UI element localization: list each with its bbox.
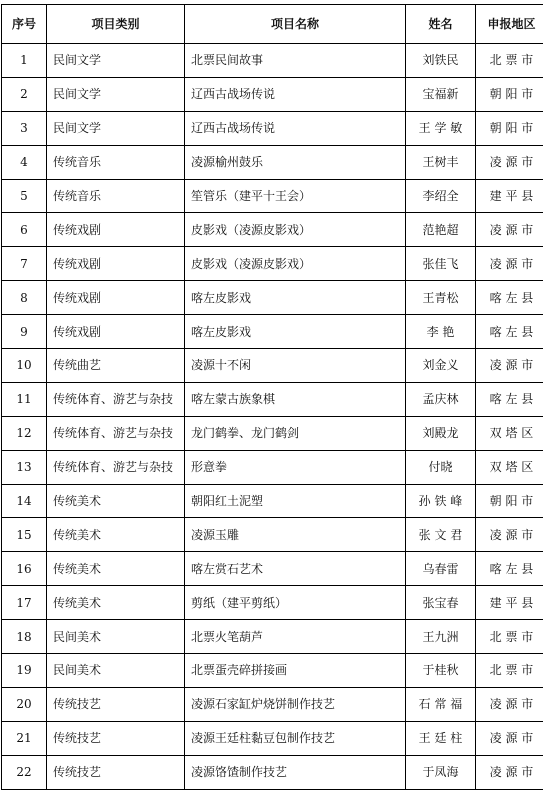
header-no: 序号: [2, 5, 47, 44]
table-body: [2, 44, 543, 790]
table-row: [2, 247, 543, 281]
cell-project: 凌源十不闲: [185, 349, 406, 383]
cell-category: 民间美术: [47, 620, 185, 654]
table-row: [2, 179, 543, 213]
cell-project: 北票民间故事: [185, 44, 406, 78]
cell-person: 王 学 敏: [406, 111, 476, 145]
cell-region: 喀 左 县: [476, 281, 543, 315]
cell-project: 喀左皮影戏: [185, 315, 406, 349]
table-row: [2, 450, 543, 484]
cell-project: 笙管乐（建平十王会）: [185, 179, 406, 213]
cell-region: 凌 源 市: [476, 213, 543, 247]
cell-category: 传统戏剧: [47, 213, 185, 247]
table-row: [2, 586, 543, 620]
header-region: 申报地区: [476, 5, 543, 44]
cell-category: 传统美术: [47, 586, 185, 620]
cell-region: 凌 源 市: [476, 687, 543, 721]
cell-region: 北 票 市: [476, 654, 543, 688]
cell-category: 传统体育、游艺与杂技: [47, 416, 185, 450]
cell-no: 21: [2, 721, 47, 755]
table-row: [2, 687, 543, 721]
cell-no: 4: [2, 145, 47, 179]
cell-region: 喀 左 县: [476, 382, 543, 416]
table-row: [2, 213, 543, 247]
cell-region: 喀 左 县: [476, 552, 543, 586]
cell-project: 喀左蒙古族象棋: [185, 382, 406, 416]
cell-region: 凌 源 市: [476, 145, 543, 179]
cell-person: 刘殿龙: [406, 416, 476, 450]
cell-project: 形意拳: [185, 450, 406, 484]
cell-person: 孟庆林: [406, 382, 476, 416]
cell-person: 王九洲: [406, 620, 476, 654]
cell-person: 李 艳: [406, 315, 476, 349]
table-row: [2, 77, 543, 111]
table-row: [2, 721, 543, 755]
table-row: [2, 620, 543, 654]
cell-person: 宝福新: [406, 77, 476, 111]
cell-category: 传统戏剧: [47, 315, 185, 349]
cell-region: 双 塔 区: [476, 416, 543, 450]
table-row: [2, 484, 543, 518]
cell-project: 北票蛋壳碎拼接画: [185, 654, 406, 688]
cell-no: 22: [2, 755, 47, 789]
table-row: [2, 654, 543, 688]
header-category: 项目类别: [47, 5, 185, 44]
cell-no: 9: [2, 315, 47, 349]
header-project: 项目名称: [185, 5, 406, 44]
cell-category: 传统音乐: [47, 179, 185, 213]
cell-region: 北 票 市: [476, 44, 543, 78]
table-row: [2, 518, 543, 552]
cell-project: 北票火笔葫芦: [185, 620, 406, 654]
cell-category: 传统戏剧: [47, 281, 185, 315]
cell-category: 传统技艺: [47, 755, 185, 789]
cell-project: 凌源榆州鼓乐: [185, 145, 406, 179]
cell-region: 凌 源 市: [476, 349, 543, 383]
cell-project: 龙门鹤拳、龙门鹤剑: [185, 416, 406, 450]
cell-person: 张 文 君: [406, 518, 476, 552]
cell-person: 孙 铁 峰: [406, 484, 476, 518]
cell-category: 传统体育、游艺与杂技: [47, 450, 185, 484]
cell-person: 刘铁民: [406, 44, 476, 78]
cell-region: 建 平 县: [476, 179, 543, 213]
header-person: 姓名: [406, 5, 476, 44]
cell-region: 建 平 县: [476, 586, 543, 620]
cell-region: 双 塔 区: [476, 450, 543, 484]
cell-region: 朝 阳 市: [476, 111, 543, 145]
cell-category: 传统美术: [47, 552, 185, 586]
cell-project: 凌源王廷柱黏豆包制作技艺: [185, 721, 406, 755]
table-row: [2, 755, 543, 789]
cell-person: 范艳超: [406, 213, 476, 247]
cell-region: 北 票 市: [476, 620, 543, 654]
table-row: [2, 315, 543, 349]
cell-project: 凌源饹馇制作技艺: [185, 755, 406, 789]
table-row: [2, 281, 543, 315]
inheritor-table: [1, 4, 543, 790]
cell-category: 传统美术: [47, 518, 185, 552]
cell-no: 1: [2, 44, 47, 78]
cell-person: 于桂秋: [406, 654, 476, 688]
cell-project: 皮影戏（凌源皮影戏）: [185, 247, 406, 281]
cell-no: 5: [2, 179, 47, 213]
cell-no: 10: [2, 349, 47, 383]
table-row: [2, 552, 543, 586]
table-row: [2, 416, 543, 450]
cell-category: 民间文学: [47, 44, 185, 78]
cell-project: 皮影戏（凌源皮影戏）: [185, 213, 406, 247]
cell-no: 6: [2, 213, 47, 247]
cell-category: 传统美术: [47, 484, 185, 518]
cell-person: 李绍全: [406, 179, 476, 213]
table-row: [2, 145, 543, 179]
cell-category: 传统戏剧: [47, 247, 185, 281]
cell-region: 凌 源 市: [476, 721, 543, 755]
cell-project: 喀左赏石艺术: [185, 552, 406, 586]
cell-no: 17: [2, 586, 47, 620]
cell-project: 凌源石家缸炉烧饼制作技艺: [185, 687, 406, 721]
cell-category: 传统音乐: [47, 145, 185, 179]
cell-no: 8: [2, 281, 47, 315]
cell-project: 喀左皮影戏: [185, 281, 406, 315]
cell-category: 民间文学: [47, 111, 185, 145]
cell-project: 辽西古战场传说: [185, 77, 406, 111]
cell-no: 7: [2, 247, 47, 281]
cell-no: 12: [2, 416, 47, 450]
cell-no: 18: [2, 620, 47, 654]
cell-person: 张佳飞: [406, 247, 476, 281]
cell-no: 15: [2, 518, 47, 552]
cell-person: 石 常 福: [406, 687, 476, 721]
cell-no: 3: [2, 111, 47, 145]
cell-person: 张宝春: [406, 586, 476, 620]
cell-region: 朝 阳 市: [476, 484, 543, 518]
cell-category: 民间文学: [47, 77, 185, 111]
cell-person: 于凤海: [406, 755, 476, 789]
cell-person: 乌春雷: [406, 552, 476, 586]
cell-no: 13: [2, 450, 47, 484]
cell-person: 王树丰: [406, 145, 476, 179]
cell-person: 刘金义: [406, 349, 476, 383]
cell-project: 凌源玉雕: [185, 518, 406, 552]
cell-person: 王 廷 柱: [406, 721, 476, 755]
cell-region: 凌 源 市: [476, 518, 543, 552]
cell-no: 19: [2, 654, 47, 688]
cell-category: 传统技艺: [47, 687, 185, 721]
cell-no: 14: [2, 484, 47, 518]
table-header-row: [2, 5, 543, 44]
cell-region: 朝 阳 市: [476, 77, 543, 111]
cell-no: 20: [2, 687, 47, 721]
cell-project: 辽西古战场传说: [185, 111, 406, 145]
cell-category: 传统曲艺: [47, 349, 185, 383]
cell-category: 传统技艺: [47, 721, 185, 755]
cell-region: 喀 左 县: [476, 315, 543, 349]
cell-project: 朝阳红土泥塑: [185, 484, 406, 518]
cell-person: 付晓: [406, 450, 476, 484]
table-row: [2, 349, 543, 383]
cell-no: 11: [2, 382, 47, 416]
cell-region: 凌 源 市: [476, 247, 543, 281]
cell-category: 传统体育、游艺与杂技: [47, 382, 185, 416]
cell-no: 16: [2, 552, 47, 586]
cell-person: 王青松: [406, 281, 476, 315]
cell-project: 剪纸（建平剪纸）: [185, 586, 406, 620]
cell-category: 民间美术: [47, 654, 185, 688]
table-row: [2, 382, 543, 416]
cell-no: 2: [2, 77, 47, 111]
table-row: [2, 44, 543, 78]
cell-region: 凌 源 市: [476, 755, 543, 789]
table-row: [2, 111, 543, 145]
